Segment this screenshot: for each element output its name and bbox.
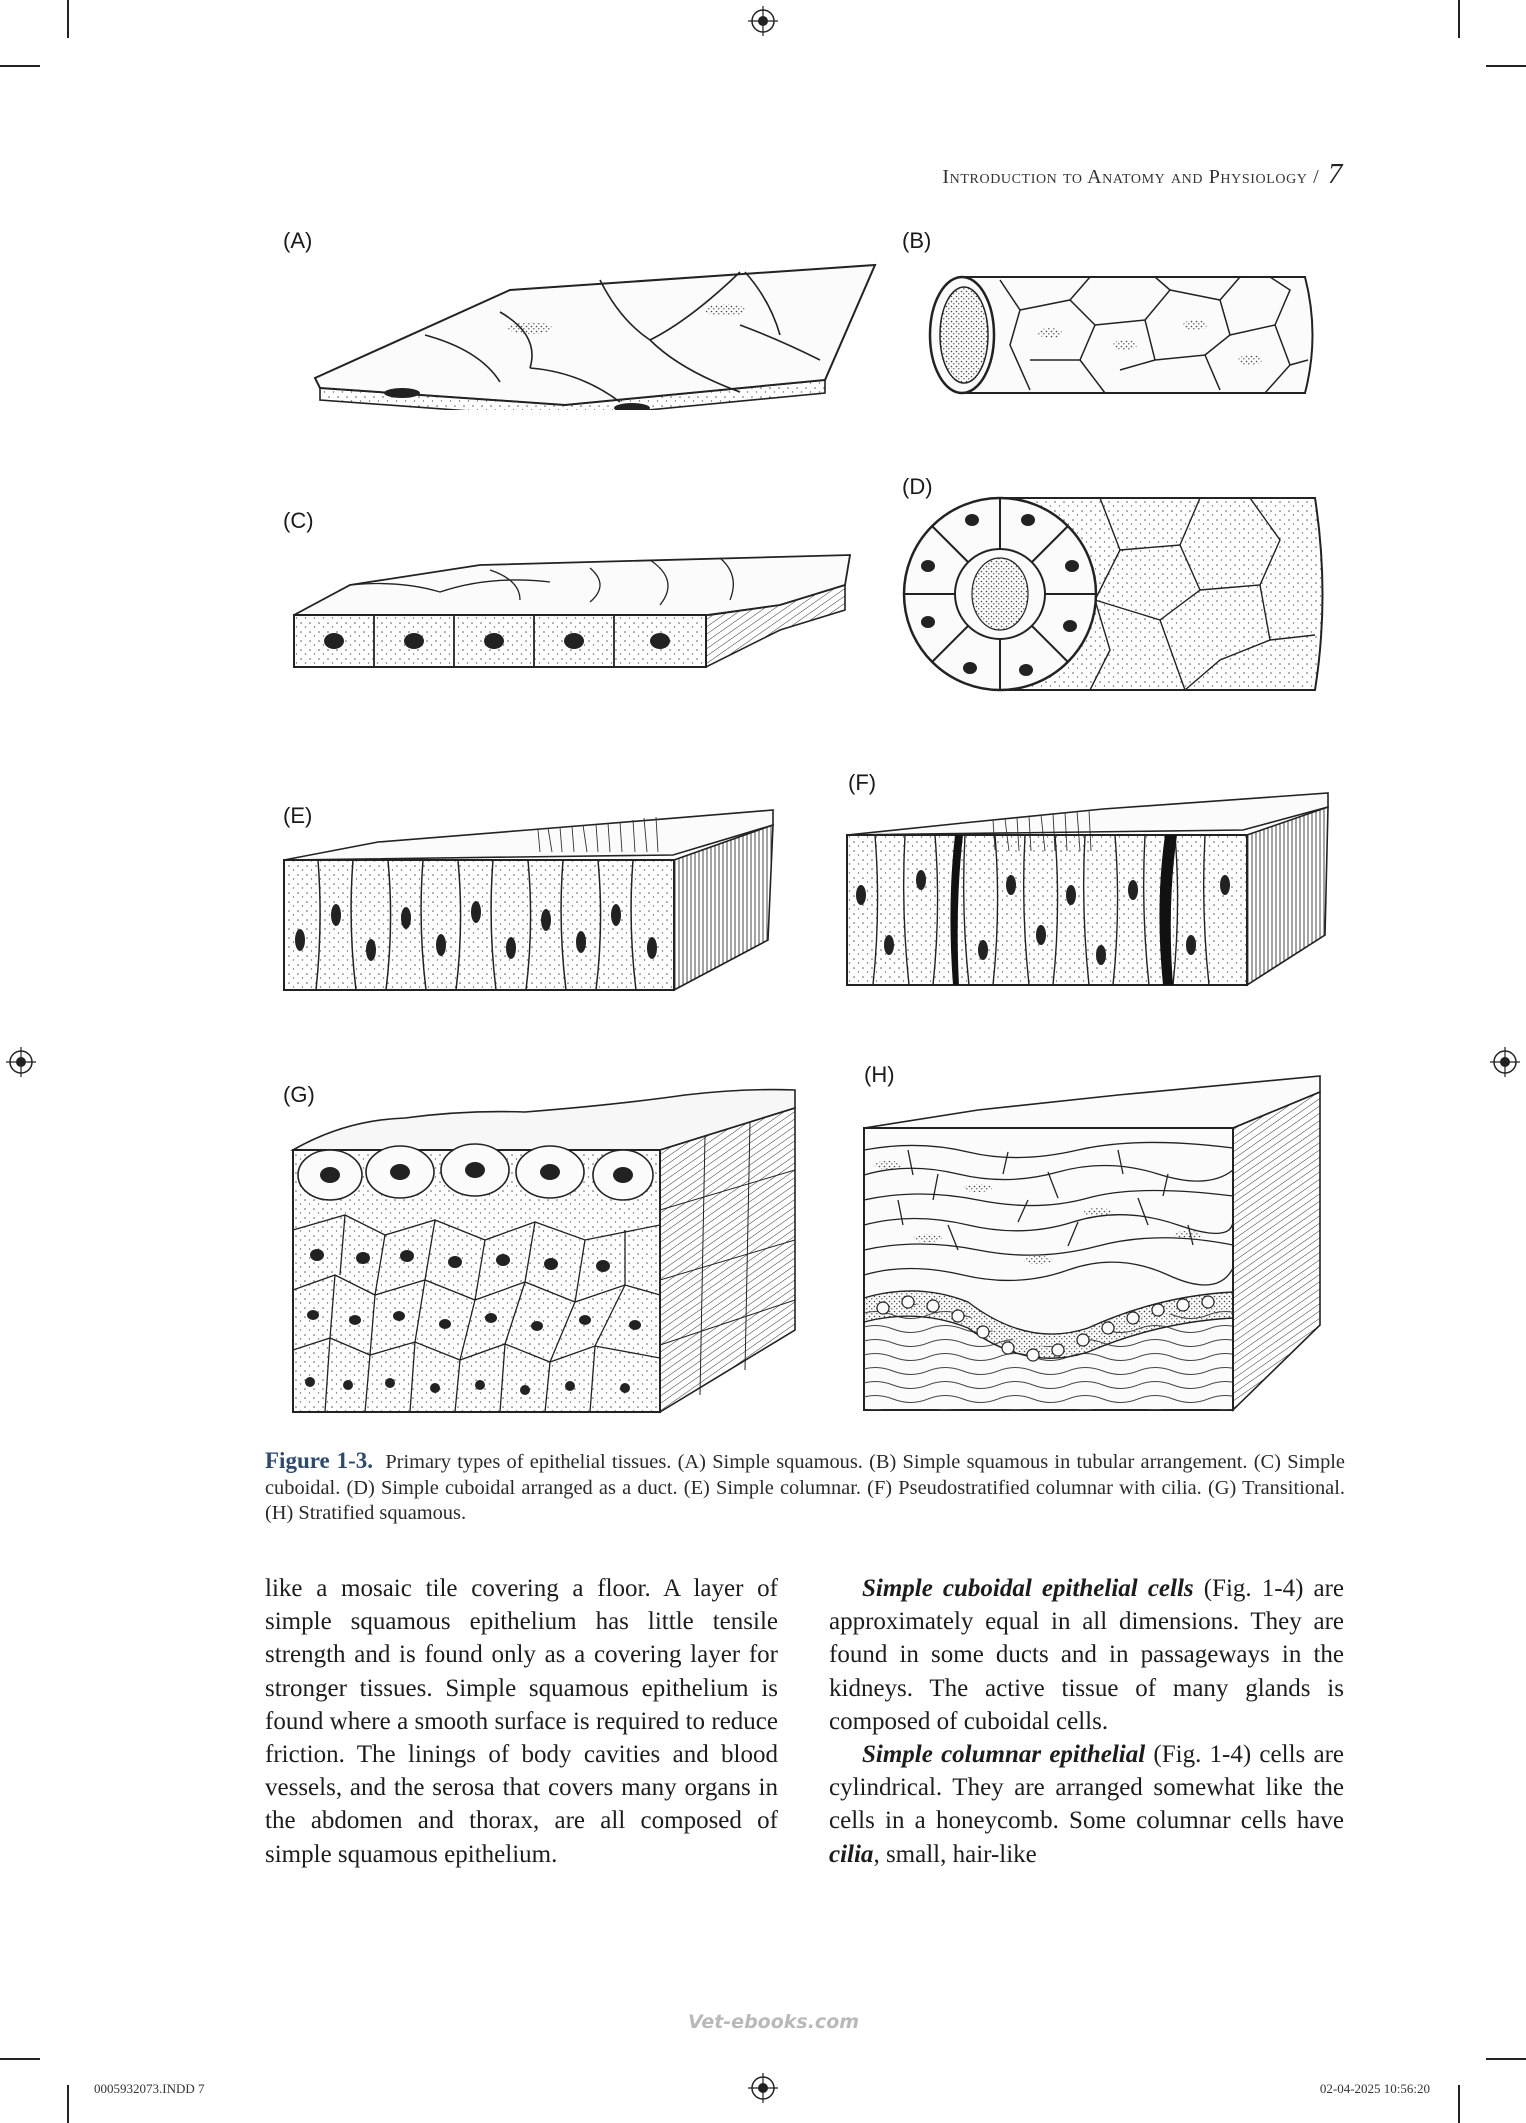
crop-mark <box>1486 65 1526 67</box>
figure-caption-text: Primary types of epithelial tissues. (A) Simple squamous. (B) Simple squamous in tubular arrangement. (C) Simple cuboidal. (D) Simple cuboidal arranged as a duct. (E) Simple columnar. (F) Pseudostratified columnar with cilia. (G) Transitional. (H) Stratified squamous. <box>265 1451 1345 1524</box>
cuboidal-duct-illustration <box>900 490 1330 700</box>
registration-mark-icon <box>6 1047 36 1077</box>
simple-squamous-sheet-illustration <box>300 250 880 410</box>
panel-label-d: (D) <box>902 474 933 499</box>
crop-mark <box>0 2058 40 2060</box>
panel-label-e: (E) <box>283 803 313 828</box>
panel-label-a: (A) <box>283 228 313 253</box>
registration-mark-icon <box>748 6 778 36</box>
simple-cuboidal-row-illustration <box>290 530 860 675</box>
panel-label-c: (C) <box>283 508 314 533</box>
body-paragraph <box>829 1572 1344 1738</box>
transitional-block-illustration <box>285 1080 805 1415</box>
body-text: (Fig. 1-4) cells are cylindrical. They are arranged somewhat like the cells in a honeycomb. Some columnar cells have <box>829 1741 1344 1835</box>
figure-label: Figure 1-3. <box>265 1448 374 1473</box>
body-text: , small, hair-like <box>873 1840 1037 1868</box>
body-column-right <box>829 1572 1344 1871</box>
page-number: 7 <box>1327 158 1343 190</box>
panel-label-h: (H) <box>864 1062 895 1087</box>
body-paragraph <box>829 1738 1344 1871</box>
body-text: (Fig. 1-4) are approximately equal in all dimensions. They are found in some ducts and in passageways in the kidneys. The active tissue of many glands is composed of cuboidal cells. <box>829 1575 1344 1735</box>
registration-mark-icon <box>1490 1047 1520 1077</box>
running-header <box>942 158 1343 191</box>
panel-label-g: (G) <box>283 1082 315 1107</box>
key-term: cilia <box>829 1840 874 1868</box>
date-slug: 02-04-2025 10:56:20 <box>1319 2081 1430 2096</box>
running-header-separator: / <box>1313 166 1320 188</box>
crop-mark <box>0 65 40 67</box>
stratified-squamous-block-illustration <box>858 1070 1328 1415</box>
registration-mark-icon <box>748 2073 778 2103</box>
crop-mark <box>1458 0 1460 38</box>
pseudostratified-ciliated-block-illustration <box>843 785 1333 990</box>
squamous-tube-illustration <box>920 265 1325 405</box>
figure-caption <box>265 1448 1345 1527</box>
crop-mark <box>67 2085 69 2123</box>
panel-label-f: (F) <box>848 770 877 795</box>
panel-label-b: (B) <box>902 228 932 253</box>
file-slug: 0005932073.INDD 7 <box>94 2081 205 2096</box>
crop-mark <box>67 0 69 38</box>
running-header-title: Introduction to Anatomy and Physiology <box>942 166 1308 188</box>
body-column-left <box>265 1572 778 1871</box>
crop-mark <box>1486 2058 1526 2060</box>
key-term: Simple columnar epithelial <box>862 1741 1146 1769</box>
body-paragraph: like a mosaic tile covering a floor. A layer of simple squamous epithelium has little tensile strength and is found only as a covering layer for stronger tissues. Simple squamous epithelium is found where a smooth surface is required to reduce friction. The linings of body cavities and blood vessels, and the serosa that covers many organs in the abdomen and thorax, are all composed of simple squamous epithelium. <box>265 1575 778 1868</box>
simple-columnar-block-illustration <box>278 800 778 995</box>
crop-mark <box>1458 2085 1460 2123</box>
key-term: Simple cuboidal epithelial cells <box>862 1575 1194 1602</box>
watermark: Vet-ebooks.com <box>688 2011 860 2033</box>
